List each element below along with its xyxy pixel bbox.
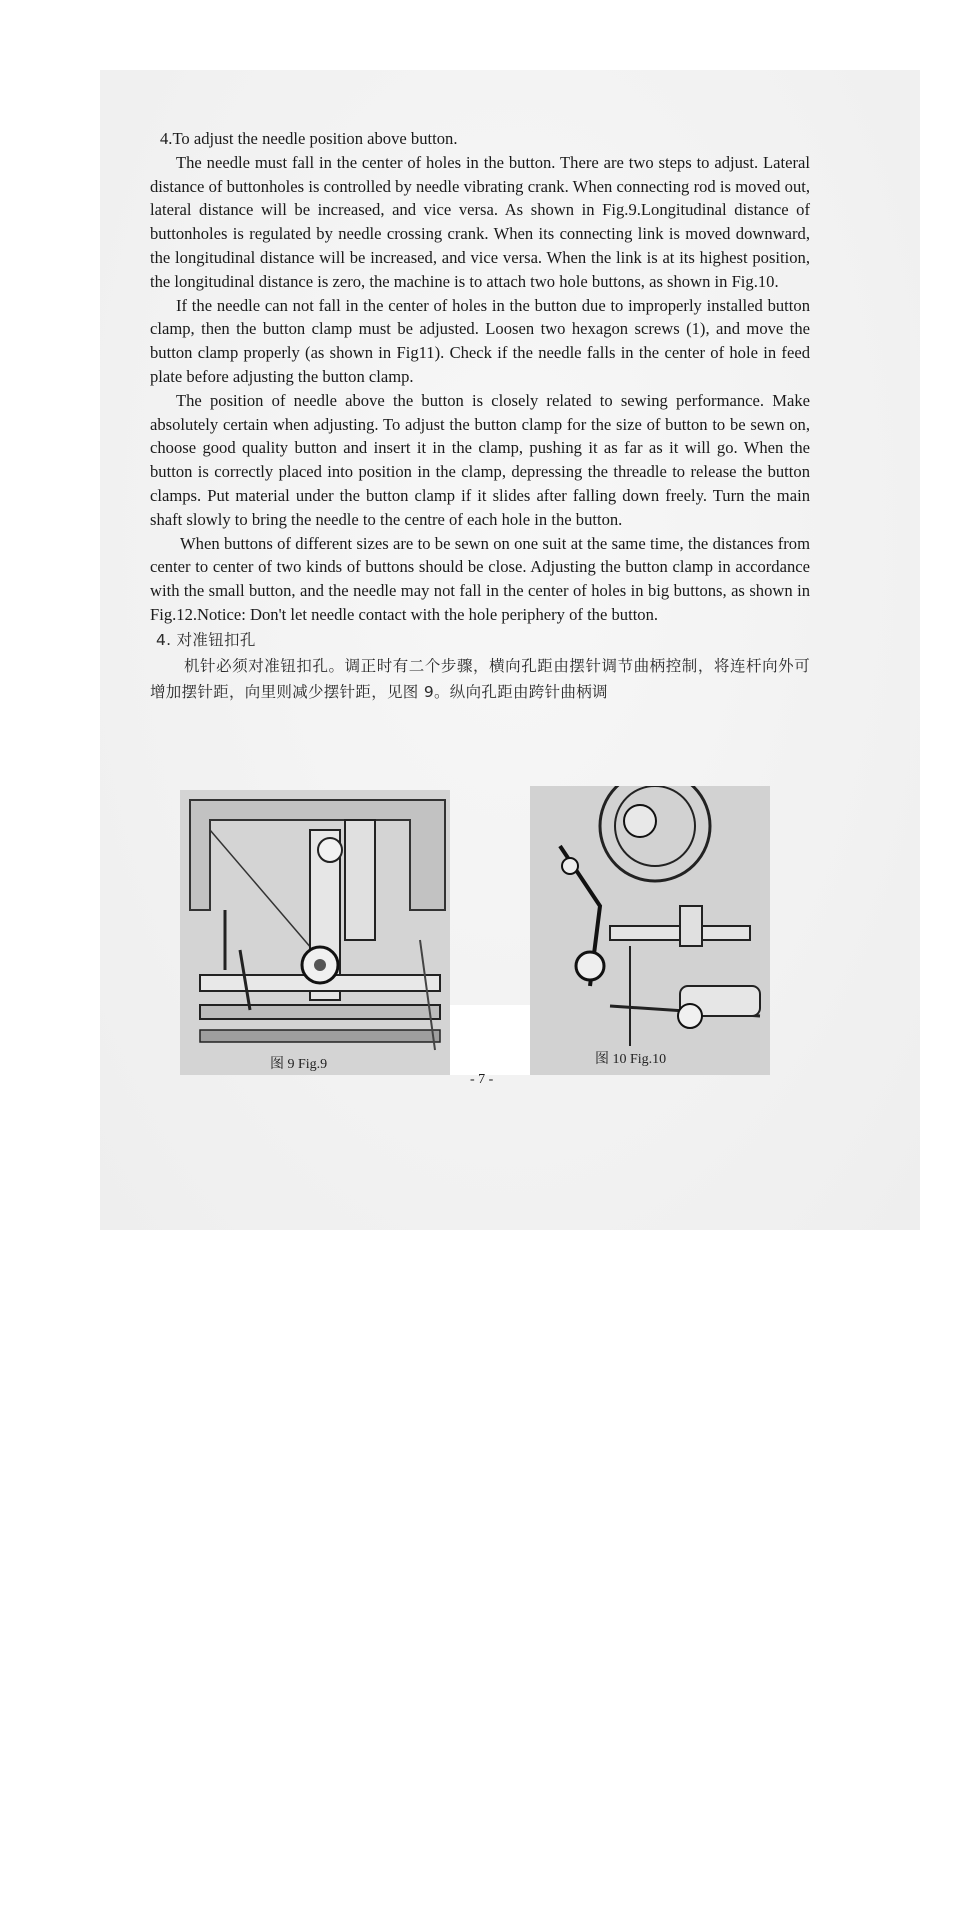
section-heading-en: 4.To adjust the needle position above button. (160, 129, 458, 148)
paragraph-button-sizes: When buttons of different sizes are to be sewn on one suit at the same time, the distances from center to center of two kinds of buttons should be close. Adjusting the button clamp in accordance with the small button, and the needle may not fall in the center of holes in big buttons, as shown in Fig.12.Notice: Don't let needle contact with the hole periphery of the button. (150, 533, 810, 624)
scan-white-patch (450, 1005, 530, 1075)
paragraph-needle-center: The needle must fall in the center of holes in the button. There are two steps to adjust. Lateral distance of buttonholes is controlled by needle vibrating crank. When connecting rod is moved out, lateral distance will be increased, and vice versa. As shown in Fig.9.Longitudinal distance of buttonholes is regulated by needle crossing crank. When its connecting link is moved downward, the longitudinal distance will be increased, and vice versa. When the link is at its highest position, the longitudinal distance is zero, the machine is to attach two hole buttons, as shown in Fig.10. (150, 152, 810, 291)
paragraph-needle-position: The position of needle above the button is closely related to sewing performance. Make absolutely certain when adjusting. To adjust the button clamp for the size of button to be sewn on, choose good quality button and insert it in the clamp, pushing it as far as it will go. When the button is correctly placed into position in the clamp, depressing the threadle to release the button clamps. Put material under the button clamp if it slides after falling down freely. Turn the main shaft slowly to bring the needle to the centre of each hole in the button. (150, 390, 810, 529)
figure-10-caption: 图 10 Fig.10 (595, 1052, 667, 1067)
section-heading-cn: 4. 对准钮扣孔 (156, 630, 256, 649)
document-body (150, 127, 810, 705)
figure-9-caption: 图 9 Fig.9 (270, 1057, 328, 1072)
fig10-illustration (530, 786, 770, 1075)
figure-10-needle-crossing-crank (530, 786, 770, 1075)
page-number: - 7 - (470, 1072, 494, 1087)
paragraph-cn: 机针必须对准钮扣孔。调正时有二个步骤，横向孔距由摆针调节曲柄控制，将连杆向外可增加摆针距，向里则减少摆针距，见图 9。纵向孔距由跨针曲柄调 (150, 656, 810, 701)
fig9-illustration (180, 790, 450, 1075)
figure-9-needle-vibrating-crank (180, 790, 450, 1075)
paragraph-button-clamp: If the needle can not fall in the center of holes in the button due to improperly installed button clamp, then the button clamp must be adjusted. Loosen two hexagon screws (1), and move the button clamp properly (as shown in Fig11). Check if the needle falls in the center of hole in feed plate before adjusting the button clamp. (150, 295, 810, 386)
